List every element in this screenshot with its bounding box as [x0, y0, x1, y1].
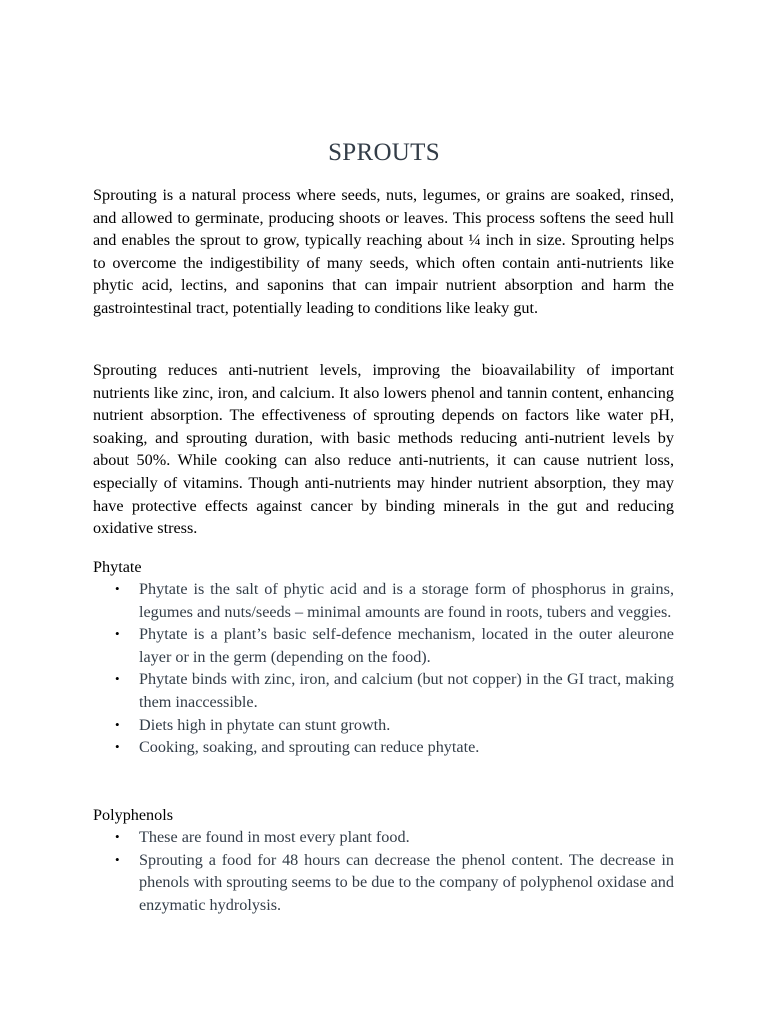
list-item-text: These are found in most every plant food.: [139, 828, 410, 846]
polyphenols-bullet-list: [93, 826, 674, 916]
list-item: [93, 849, 674, 917]
bullet-icon: •: [115, 851, 120, 867]
list-item-text: Phytate is the salt of phytic acid and is a storage form of phosphorus in grains, legumes and nuts/seeds – minimal amounts are found in roots, tubers and veggies.: [139, 580, 674, 621]
bullet-icon: •: [115, 671, 120, 687]
list-item-text: Phytate binds with zinc, iron, and calcium (but not copper) in the GI tract, making them inaccessible.: [139, 670, 674, 711]
bullet-icon: •: [115, 739, 120, 755]
page-title: SPROUTS: [328, 139, 440, 166]
list-item: [93, 714, 674, 737]
list-item-text: Diets high in phytate can stunt growth.: [139, 715, 391, 734]
list-item: [93, 623, 674, 668]
bullet-icon: •: [115, 626, 120, 642]
section-heading-phytate: Phytate: [93, 558, 142, 576]
intro-paragraph: Sprouting is a natural process where seeds, nuts, legumes, or grains are soaked, rinsed, and allowed to germinate, producing shoots or leaves. This process softens the seed hull and enables the sprout to grow, typically reaching about ¼ inch in size. Sprouting helps to overcome the indigestibility of many seeds, which often contain anti-nutrients like phytic acid, lectins, and saponins that can impair nutrient absorption and harm the gastrointestinal tract, potentially leading to conditions like leaky gut.: [93, 186, 674, 317]
bullet-icon: •: [115, 716, 120, 732]
list-item-text: Sprouting a food for 48 hours can decrease the phenol content. The decrease in phenols with sprouting seems to be due to the company of polyphenol oxidase and enzymatic hydrolysis.: [139, 850, 674, 914]
bullet-icon: •: [115, 829, 120, 844]
list-item: [93, 736, 674, 759]
list-item: [93, 668, 674, 713]
list-item-text: Phytate is a plant’s basic self-defence mechanism, located in the outer aleurone layer or in the germ (depending on the food).: [139, 625, 674, 666]
bullet-icon: •: [115, 581, 120, 596]
list-item: [93, 578, 674, 623]
phytate-bullet-list: [93, 578, 674, 759]
second-paragraph: Sprouting reduces anti-nutrient levels, improving the bioavailability of important nutrients like zinc, iron, and calcium. It also lowers phenol and tannin content, enhancing nutrient absorption. The effectiveness of sprouting depends on factors like water pH, soaking, and sprouting duration, with basic methods reducing anti-nutrient levels by about 50%. While cooking can also reduce anti-nutrients, it can cause nutrient loss, especially of vitamins. Though anti-nutrients may hinder nutrient absorption, they may have protective effects against cancer by binding minerals in the gut and reducing oxidative stress.: [93, 361, 674, 538]
list-item: [93, 826, 674, 849]
section-heading-polyphenols: Polyphenols: [93, 806, 174, 824]
list-item-text: Cooking, soaking, and sprouting can reduce phytate.: [139, 738, 480, 757]
